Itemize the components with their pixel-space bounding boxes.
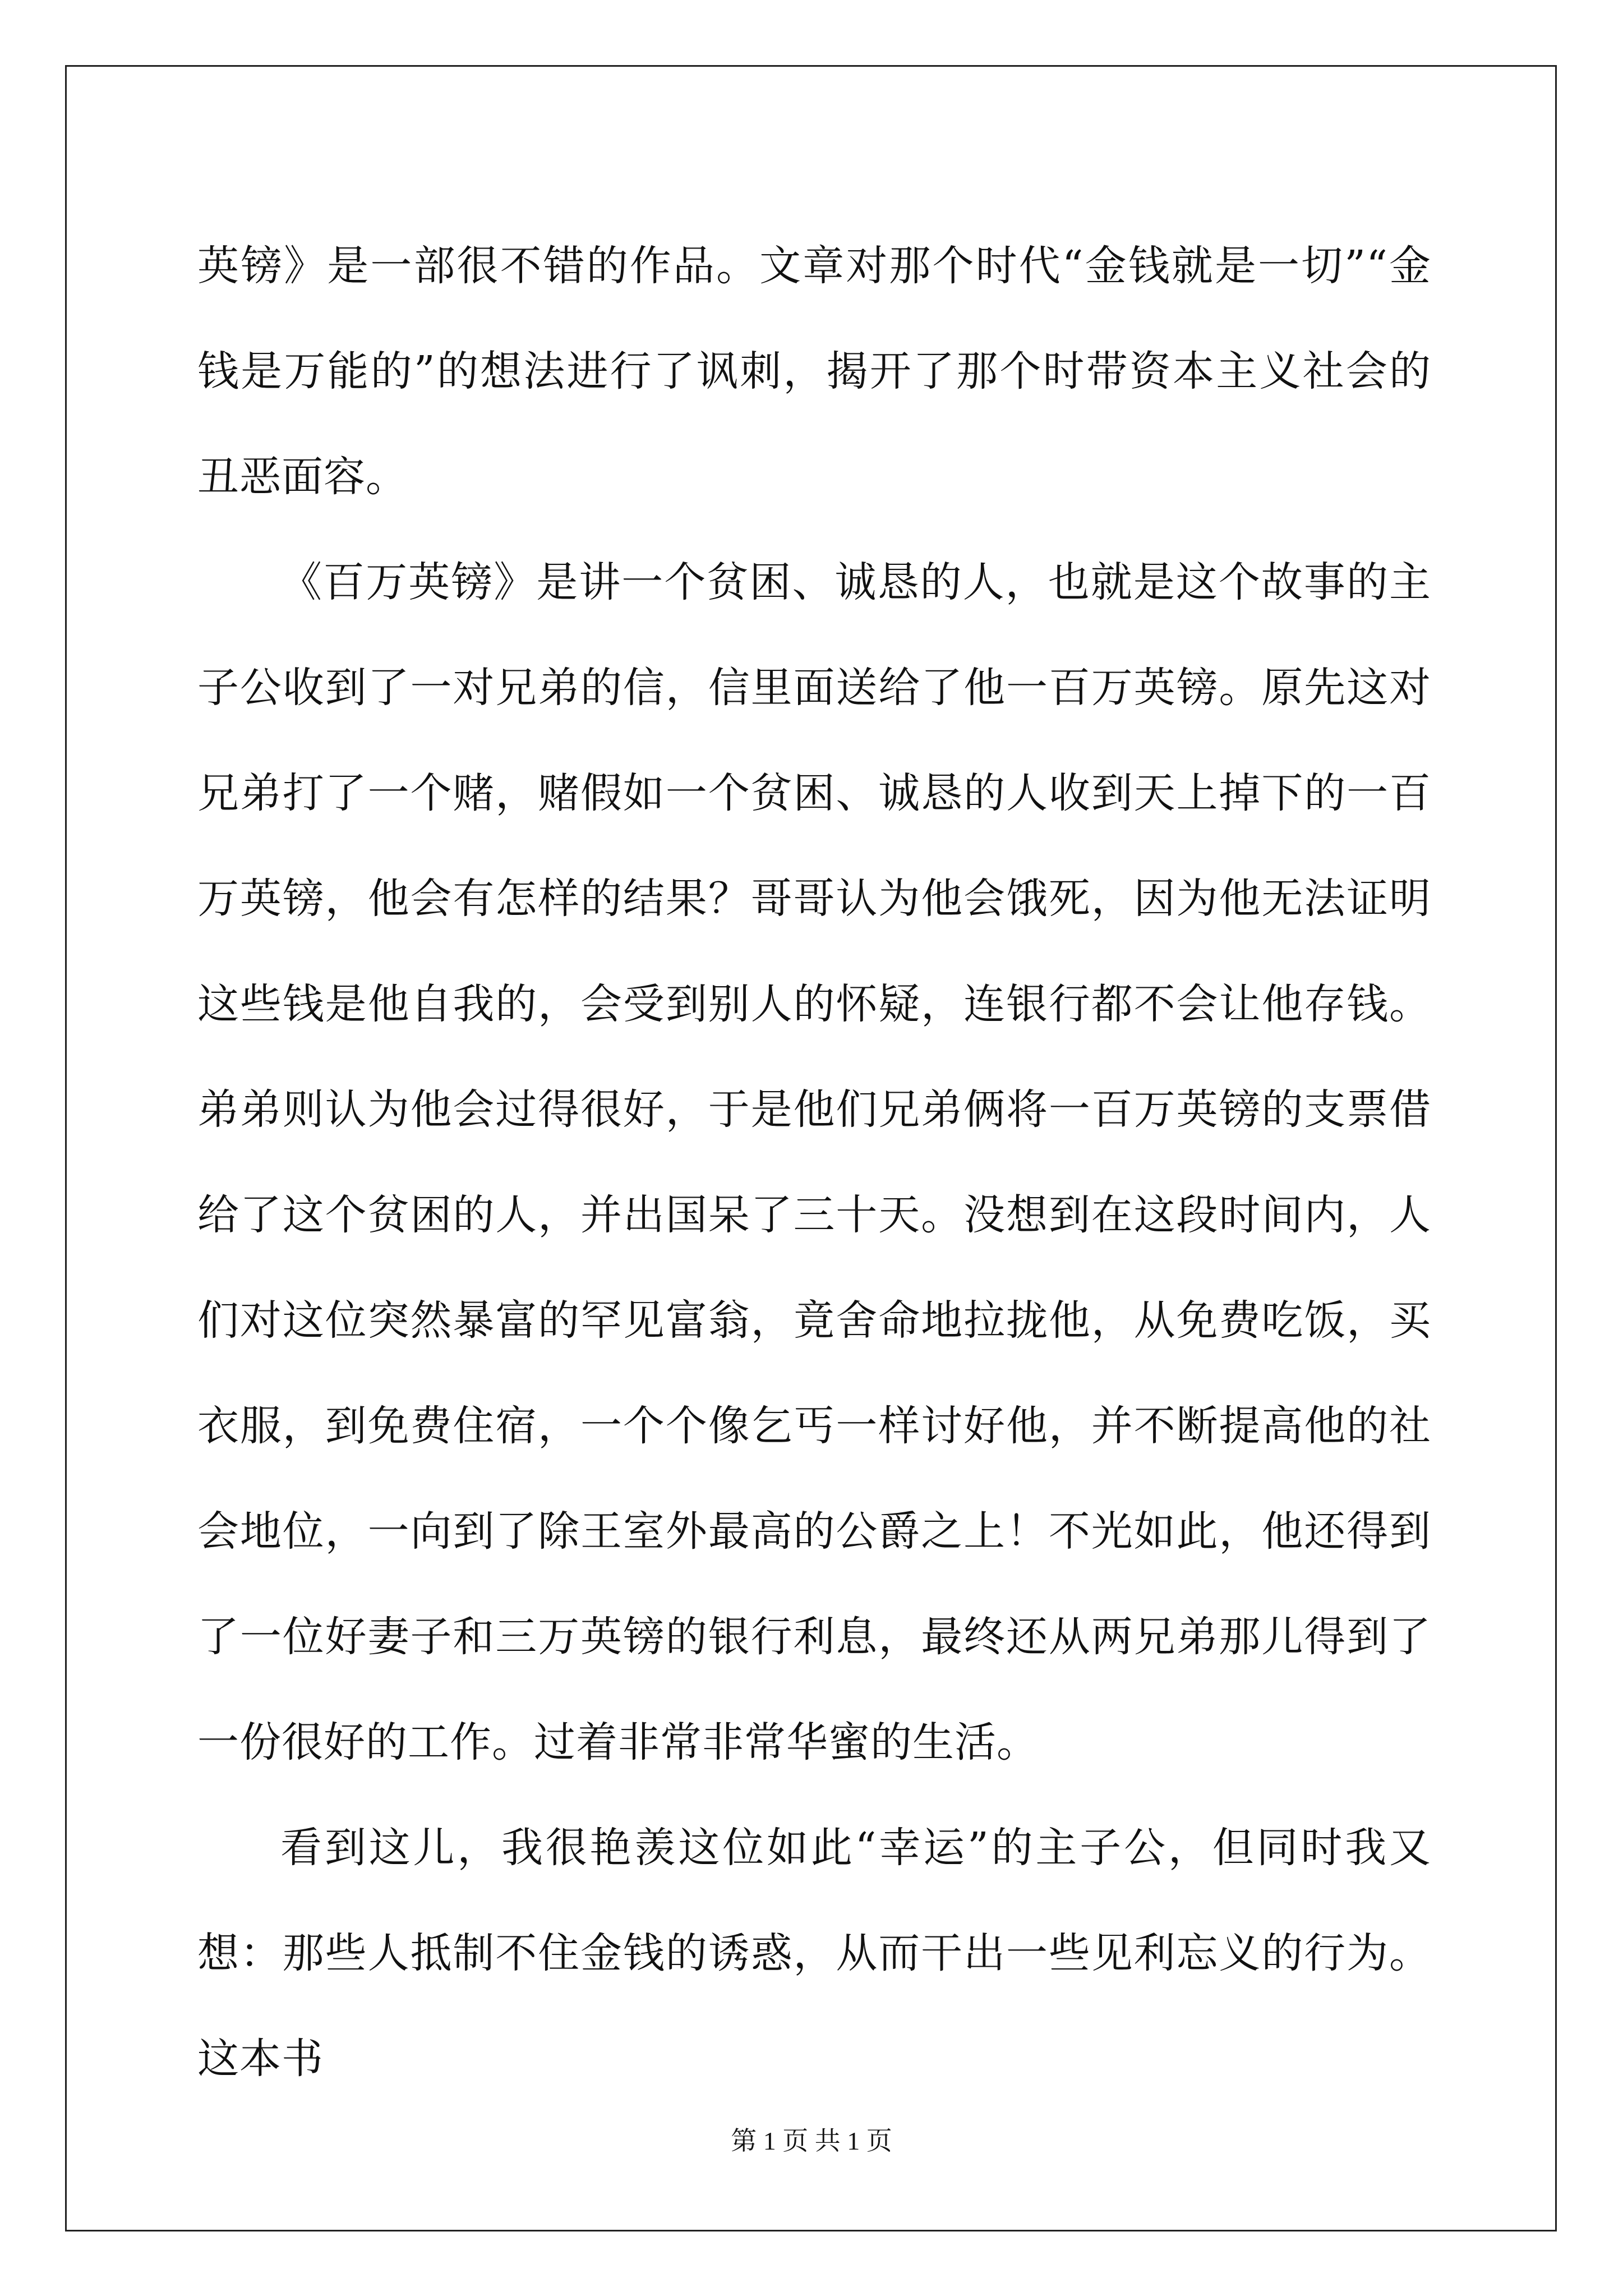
paragraph-2: 《百万英镑》是讲一个贫困、诚恳的人，也就是这个故事的主子公收到了一对兄弟的信，信里面送给了他一百万英镑。原先这对兄弟打了一个赌，赌假如一个贫困、诚恳的人收到天上掉下的一百万英镑，他会有怎样的结果？哥哥认为他会饿死，因为他无法证明这些钱是他自我的，会受到别人的怀疑，连银行都不会让他存钱。弟弟则认为他会过得很好，于是他们兄弟俩将一百万英镑的支票借给了这个贫困的人，并出国呆了三十天。没想到在这段时间内，人们对这位突然暴富的罕见富翁，竟舍命地拉拢他，从免费吃饭，买衣服，到免费住宿，一个个像乞丐一样讨好他，并不断提高他的社会地位，一向到了除王室外最高的公爵之上！不光如此，他还得到了一位好妻子和三万英镑的银行利息，最终还从两兄弟那儿得到了一份很好的工作。过着非常非常华蜜的生活。 <box>197 558 1431 1766</box>
paragraph-3: 看到这儿，我很艳羡这位如此“幸运”的主子公，但同时我又想：那些人抵制不住金钱的诱惑，从而干出一些见利忘义的行为。这本书 <box>197 1824 1431 2083</box>
document-body <box>197 213 1431 2111</box>
paragraph-1: 英镑》是一部很不错的作品。文章对那个时代“金钱就是一切”“金钱是万能的”的想法进行了讽刺，揭开了那个时带资本主义社会的丑恶面容。 <box>197 242 1431 501</box>
page-number-footer: 第 1 页 共 1 页 <box>731 2127 892 2155</box>
